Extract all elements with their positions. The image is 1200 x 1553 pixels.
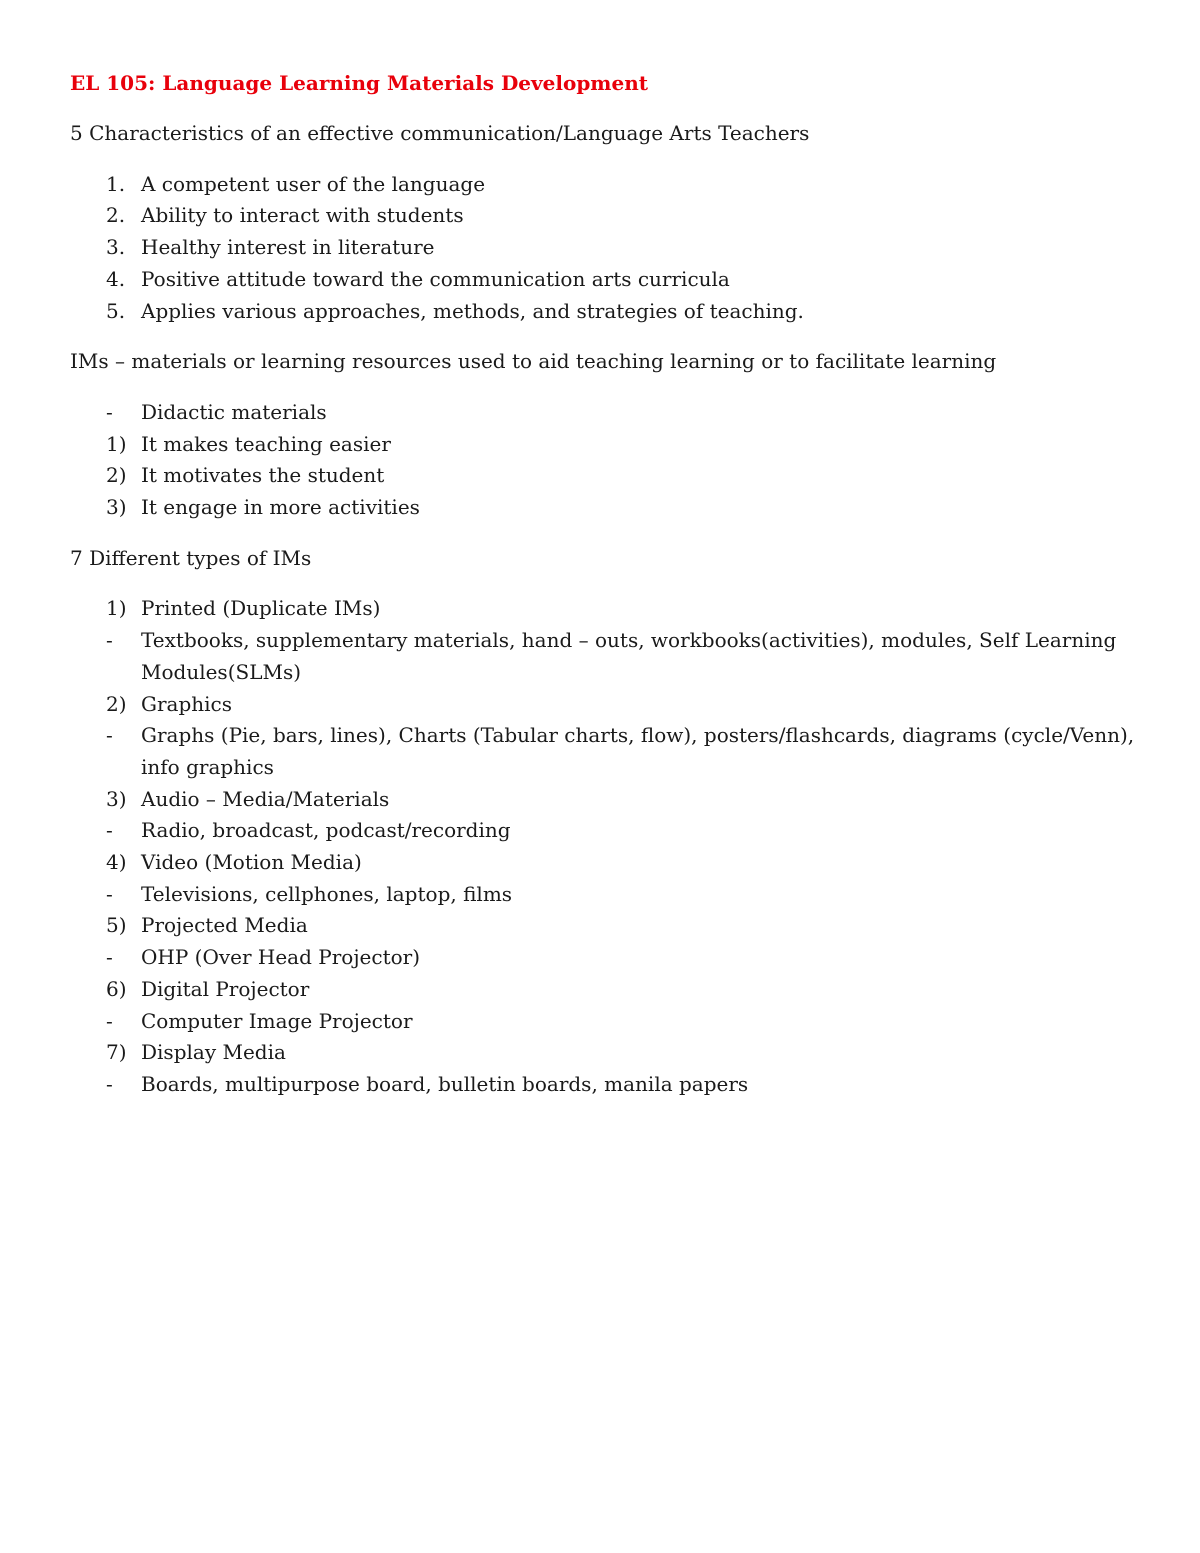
list-item-text: Applies various approaches, methods, and strategies of teaching. (141, 298, 804, 323)
list-item-text: It engage in more activities (141, 495, 420, 520)
list-marker: 7) (106, 1040, 127, 1065)
list-item (70, 1006, 1140, 1038)
list-item-text: Projected Media (141, 913, 308, 938)
document-page (70, 68, 1140, 1120)
list-item (70, 879, 1140, 911)
list-item (70, 296, 1140, 328)
list-marker: - (106, 399, 113, 424)
list-item (70, 815, 1140, 847)
list-item-text: Graphics (141, 691, 233, 716)
list-item (70, 942, 1140, 974)
list-marker: 3) (106, 786, 127, 811)
list-item (70, 264, 1140, 296)
list-item-text: OHP (Over Head Projector) (141, 945, 421, 970)
list-item-text: Didactic materials (141, 399, 327, 424)
list-item-text: It makes teaching easier (141, 431, 391, 456)
section1-heading: 5 Characteristics of an effective communication/Language Arts Teachers (70, 121, 810, 145)
list-item-text: Computer Image Projector (141, 1008, 413, 1033)
list-marker: - (106, 723, 113, 748)
section1-list (70, 169, 1140, 328)
document-title: EL 105: Language Learning Materials Development (70, 71, 648, 95)
list-item (70, 910, 1140, 942)
list-marker: 2) (106, 691, 127, 716)
list-marker: 3) (106, 495, 127, 520)
section2-heading: IMs – materials or learning resources used to aid teaching learning or to facilitate learning (70, 349, 997, 374)
list-item (70, 720, 1140, 783)
list-marker: 5. (106, 298, 126, 323)
list-marker: - (106, 945, 113, 970)
list-item-text: Radio, broadcast, podcast/recording (141, 818, 511, 843)
list-item (70, 1069, 1140, 1101)
list-marker: - (106, 628, 113, 653)
list-marker: - (106, 1071, 113, 1096)
list-item (70, 460, 1140, 492)
list-item-text: It motivates the student (141, 463, 385, 488)
list-marker: 6) (106, 976, 127, 1001)
list-marker: 1. (106, 171, 126, 196)
section2-list (70, 397, 1140, 524)
list-marker: 4. (106, 266, 126, 291)
list-item (70, 397, 1140, 429)
section3-list (70, 593, 1140, 1100)
list-marker: 2. (106, 203, 126, 228)
list-item-text: Printed (Duplicate IMs) (141, 596, 381, 621)
section3-heading: 7 Different types of IMs (70, 545, 312, 570)
list-item (70, 429, 1140, 461)
list-marker: 1) (106, 431, 127, 456)
list-marker: - (106, 1008, 113, 1033)
list-marker: 1) (106, 596, 127, 621)
list-marker: 3. (106, 235, 126, 260)
list-item-text: Video (Motion Media) (141, 850, 362, 875)
list-marker: 5) (106, 913, 127, 938)
list-item-text: Healthy interest in literature (141, 235, 435, 260)
list-item-text: Display Media (141, 1040, 286, 1065)
list-item-text: Textbooks, supplementary materials, hand – outs, workbooks(activities), modules, Self Learning Modules(SLMs) (141, 628, 1117, 684)
list-item-text: Televisions, cellphones, laptop, films (141, 881, 513, 906)
list-marker: - (106, 818, 113, 843)
list-item-text: Boards, multipurpose board, bulletin boards, manila papers (141, 1071, 749, 1096)
list-item (70, 232, 1140, 264)
list-item (70, 1037, 1140, 1069)
list-item (70, 593, 1140, 625)
list-item-text: Digital Projector (141, 976, 310, 1001)
list-item-text: Ability to interact with students (141, 203, 464, 228)
list-item-text: A competent user of the language (141, 171, 486, 196)
list-marker: 4) (106, 850, 127, 875)
list-item (70, 689, 1140, 721)
list-item-text: Positive attitude toward the communication arts curricula (141, 266, 730, 291)
list-item (70, 169, 1140, 201)
list-item-text: Audio – Media/Materials (141, 786, 390, 811)
list-item (70, 625, 1140, 688)
list-item (70, 847, 1140, 879)
list-item-text: Graphs (Pie, bars, lines), Charts (Tabular charts, flow), posters/flashcards, diagrams (cycle/Venn), info graphics (141, 723, 1135, 779)
list-marker: 2) (106, 463, 127, 488)
list-item (70, 974, 1140, 1006)
list-item (70, 200, 1140, 232)
list-item (70, 492, 1140, 524)
list-item (70, 784, 1140, 816)
list-marker: - (106, 881, 113, 906)
